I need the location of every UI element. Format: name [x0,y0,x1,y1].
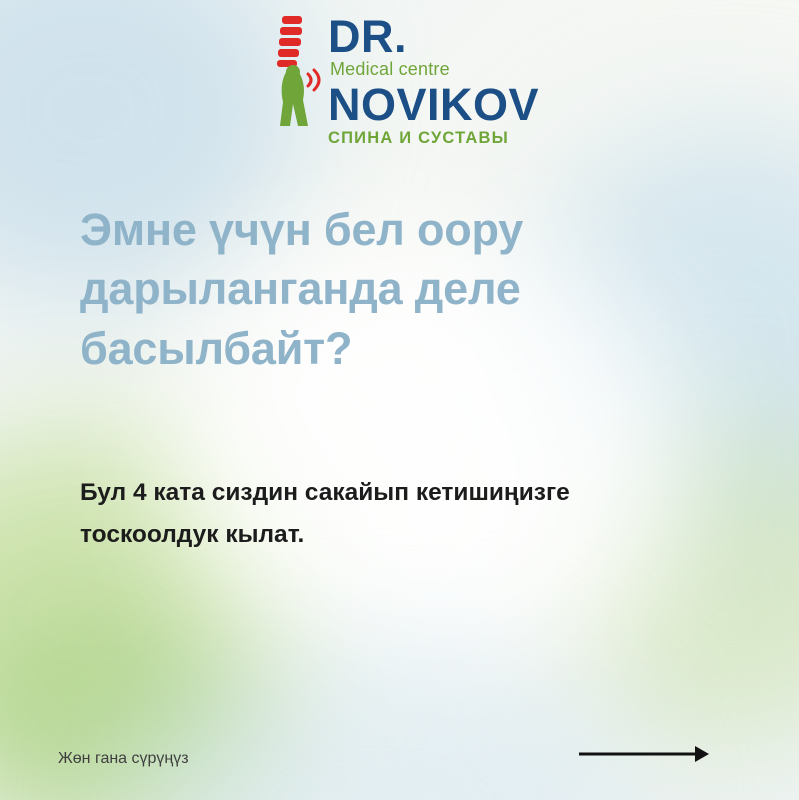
brand-logo [0,10,799,148]
subheadline-text: Бул 4 ката сиздин сакайып кетишиңизге тоскоолдук кылат. [80,479,570,549]
logo-tagline: Medical centre [329,59,450,80]
logo-brand-line2: NOVIKOV [327,78,540,130]
logo-brand-line1: DR. [327,11,407,62]
swipe-hint-label: Жөн гана сүрүңүз [58,750,189,767]
spine-icon [260,10,322,130]
arrow-right-icon[interactable] [579,743,709,765]
logo-subtitle: СПИНА И СУСТАВЫ [327,128,509,147]
headline-text: Эмне үчүн бел оору дарыланганда деле басылбайт? [80,204,524,374]
